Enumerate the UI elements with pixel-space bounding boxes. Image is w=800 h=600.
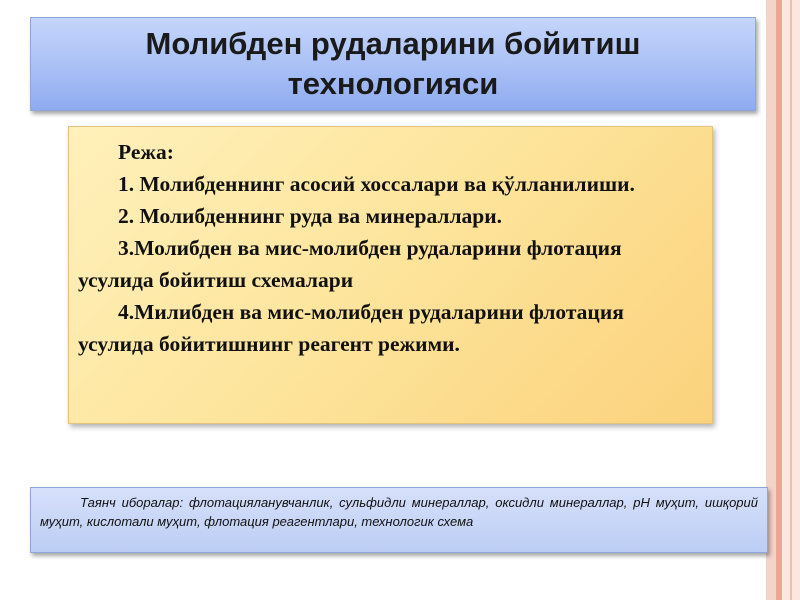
plan-item: 1. Молибденнинг асосий хоссалари ва қўлланилиши. [118,172,635,196]
keywords-text: Таянч иборалар: флотацияланувчанлик, сульфидли минераллар, оксидли минераллар, рН муҳит, ишқорий муҳит, кислотали муҳит, флотация реагентлари, технологик схема [40,495,758,529]
keywords-box [30,487,768,553]
decorative-stripe [790,0,792,600]
slide-title-box [30,17,756,111]
plan-item: 3.Молибден ва мис-молибден рудаларини флотация усулида бойитиш схемалари [78,236,622,292]
slide-title: Молибден рудаларини бойитиш технологияси [145,26,641,101]
plan-item: 2. Молибденнинг руда ва минераллари. [118,204,503,228]
plan-box [68,126,713,424]
plan-heading: Режа: [118,140,174,164]
plan-item: 4.Милибден ва мис-молибден рудаларини флотация усулида бойитишнинг реагент режими. [78,300,624,356]
